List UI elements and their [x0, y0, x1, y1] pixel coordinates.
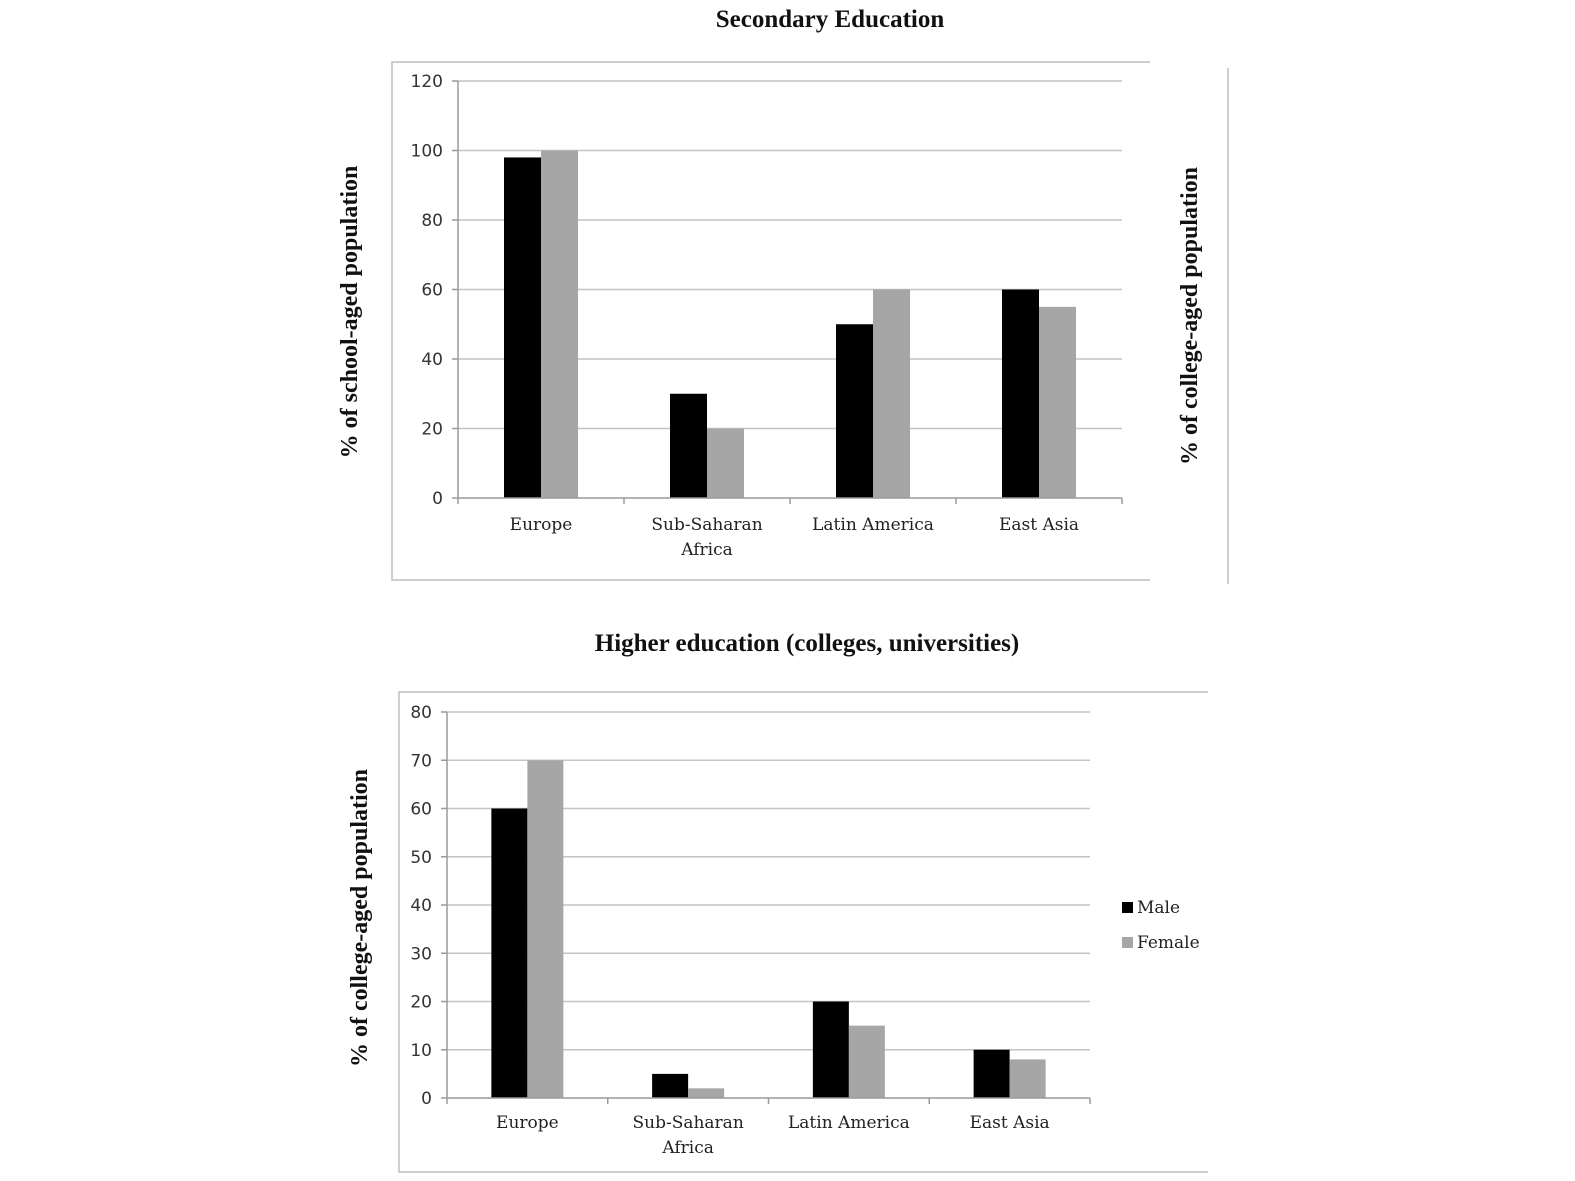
chart2-category-label-sub-saharan-africa-line-2: Africa — [662, 1138, 714, 1158]
chart2-y-tick-label-30: 30 — [410, 944, 432, 965]
chart1-title: Secondary Education — [715, 6, 945, 33]
chart2-category-label-sub-saharan-africa-line-1: Sub-Saharan — [632, 1113, 744, 1133]
chart2-y-tick-label-80: 80 — [410, 703, 432, 723]
chart2-bar-male-east-asia — [974, 1050, 1010, 1098]
chart1-y-tick-label-40: 40 — [421, 350, 443, 370]
chart2-bar-female-sub-saharan-africa — [688, 1088, 724, 1098]
chart1-y-tick-label-20: 20 — [421, 419, 443, 440]
chart2-y-tick-label-70: 70 — [410, 751, 432, 772]
chart2-y-tick-label-0: 0 — [421, 1089, 432, 1109]
chart1-y-tick-label-0: 0 — [432, 489, 443, 509]
chart2-title: Higher education (colleges, universities) — [594, 630, 1020, 657]
chart1-bar-female-latin-america — [873, 290, 910, 499]
chart2-y-axis-label: % of college-aged population — [347, 769, 373, 1067]
legend-swatch-male — [1122, 902, 1133, 913]
chart2-bar-male-sub-saharan-africa — [652, 1074, 688, 1098]
chart1-bar-male-europe — [504, 157, 541, 498]
chart2-bar-female-europe — [527, 760, 563, 1098]
chart2-y-tick-label-60: 60 — [410, 799, 432, 820]
legend-label-female: Female — [1137, 933, 1200, 953]
chart2-bar-male-europe — [491, 809, 527, 1099]
chart1-bars — [504, 151, 1076, 499]
chart1-bar-female-europe — [541, 151, 578, 499]
chart1-category-label-east-asia: East Asia — [998, 515, 1080, 535]
chart2-bars — [491, 760, 1045, 1098]
chart2-bar-female-east-asia — [1010, 1059, 1046, 1098]
chart1-category-label-latin-america: Latin America — [812, 515, 934, 535]
chart2-y-tick-label-50: 50 — [410, 847, 432, 868]
legend-swatch-female — [1122, 937, 1133, 948]
chart1-category-label-sub-saharan-africa-line-1: Sub-Saharan — [651, 515, 763, 535]
chart1-y-tick-label-120: 120 — [410, 72, 443, 92]
secondary-education-chart — [337, 6, 1228, 584]
chart2-bar-male-latin-america — [813, 1002, 849, 1099]
chart2-y-tick-label-10: 10 — [410, 1040, 432, 1061]
chart2-category-label-east-asia: East Asia — [969, 1113, 1050, 1133]
chart1-bar-male-east-asia — [1002, 290, 1039, 499]
chart1-y-axis-label: % of school-aged population — [337, 165, 363, 459]
chart2-y-tick-label-40: 40 — [410, 896, 432, 916]
chart1-bar-female-sub-saharan-africa — [707, 429, 744, 499]
chart2-category-label-latin-america: Latin America — [788, 1113, 910, 1133]
chart2-y-tick-label-20: 20 — [410, 992, 432, 1013]
chart2-bar-female-latin-america — [849, 1026, 885, 1098]
chart1-category-label-sub-saharan-africa-line-2: Africa — [681, 540, 733, 560]
legend-label-male: Male — [1137, 898, 1181, 918]
higher-education-chart — [347, 630, 1208, 1172]
chart1-category-label-europe: Europe — [509, 515, 573, 535]
chart1-y-tick-label-60: 60 — [421, 280, 443, 301]
chart1-y-tick-label-100: 100 — [410, 141, 443, 162]
chart1-bar-male-latin-america — [836, 324, 873, 498]
chart1-bar-male-sub-saharan-africa — [670, 394, 707, 498]
chart1-bar-female-east-asia — [1039, 307, 1076, 498]
chart2-category-label-europe: Europe — [496, 1113, 559, 1133]
chart1-y-tick-label-80: 80 — [421, 211, 443, 231]
chart1-secondary-y-axis-label: % of college-aged population — [1177, 167, 1203, 465]
chart2-legend — [1122, 898, 1200, 953]
